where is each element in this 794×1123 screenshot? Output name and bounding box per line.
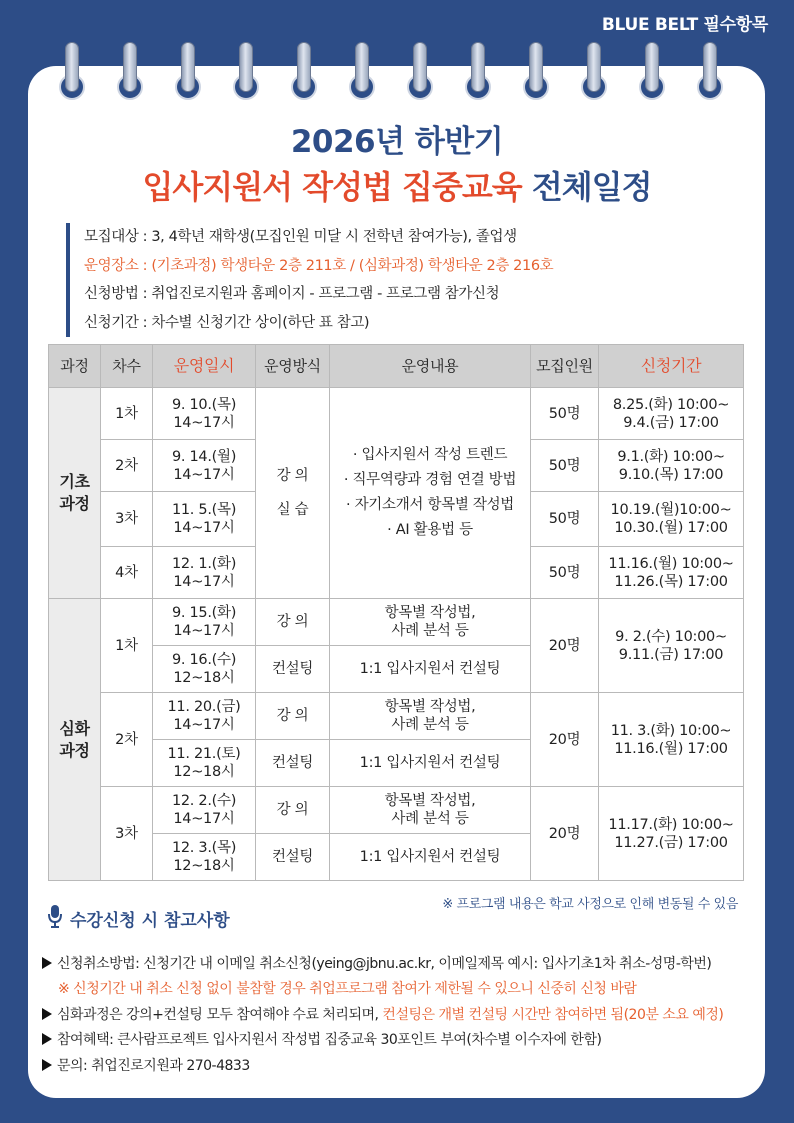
note-advanced-text: 심화과정은 강의+컨설팅 모두 참여해야 수료 처리되며, — [57, 1007, 383, 1023]
binder-ring-icon — [696, 42, 724, 100]
binder-ring-icon — [638, 42, 666, 100]
method-cell: 컨설팅 — [256, 834, 330, 881]
category-advanced — [49, 599, 101, 881]
note-contact — [42, 1055, 250, 1075]
info-target: 모집대상 : 3, 4학년 재학생(모집인원 미달 시 전학년 참여가능), 졸업생 — [84, 229, 517, 245]
note-cancel-text: 신청취소방법: 신청기간 내 이메일 취소신청(yeing@jbnu.ac.kr, 이메일제목 예시: 입사기초1차 취소-성명-학번) — [57, 956, 712, 972]
capacity-cell: 20명 — [531, 787, 599, 881]
datetime-cell: 9. 10.(목) 14~17시 — [153, 388, 256, 440]
binder-ring-icon — [580, 42, 608, 100]
period-cell: 9. 2.(수) 10:00~ 9.11.(금) 17:00 — [599, 599, 744, 693]
header-course: 과정 — [49, 345, 101, 388]
info-period: 신청기간 : 차수별 신청기간 상이(하단 표 참고) — [84, 314, 370, 331]
category-advanced-line1: 심화 — [59, 718, 90, 738]
header-capacity: 모집인원 — [531, 345, 599, 388]
top-note: BLUE BELT 필수항목 — [601, 15, 768, 35]
page-title-main — [0, 162, 794, 208]
method-cell-basic: 강 의 실 습 — [256, 388, 330, 599]
notes-heading — [48, 904, 230, 932]
note-cancel — [42, 953, 711, 973]
binder-ring-icon — [522, 42, 550, 100]
binder-ring-icon — [464, 42, 492, 100]
datetime-cell: 11. 20.(금) 14~17시 — [153, 693, 256, 740]
datetime-cell: 12. 1.(화) 14~17시 — [153, 547, 256, 599]
content-cell-basic: · 입사지원서 작성 트렌드 · 직무역량과 경험 연결 방법 · 자기소개서 항목별 작성법 · AI 활용법 등 — [330, 388, 531, 599]
period-cell: 11.17.(화) 10:00~ 11.27.(금) 17:00 — [599, 787, 744, 881]
info-block — [66, 223, 553, 337]
header-content: 운영내용 — [330, 345, 531, 388]
category-basic-line1: 기초 — [59, 472, 90, 491]
category-basic-line2: 과정 — [59, 494, 90, 513]
triangle-bullet-icon — [42, 957, 52, 969]
round-cell: 1차 — [101, 599, 153, 693]
triangle-bullet-icon — [42, 1059, 52, 1071]
capacity-cell: 50명 — [531, 492, 599, 547]
period-cell: 10.19.(월)10:00~ 10.30.(월) 17:00 — [599, 492, 744, 547]
info-method: 신청방법 : 취업진로지원과 홈페이지 - 프로그램 - 프로그램 참가신청 — [84, 286, 500, 302]
round-cell: 4차 — [101, 547, 153, 599]
period-cell: 11.16.(월) 10:00~ 11.26.(목) 17:00 — [599, 547, 744, 599]
header-apply-period: 신청기간 — [599, 345, 744, 388]
binder-ring-icon — [232, 42, 260, 100]
note-benefit-text: 참여혜택: 큰사람프로젝트 입사지원서 작성법 집중교육 30포인트 부여(차수별 이수자에 한함) — [57, 1032, 602, 1048]
title-red-part: 입사지원서 작성법 집중교육 — [142, 168, 522, 206]
datetime-cell: 11. 5.(목) 14~17시 — [153, 492, 256, 547]
header-datetime: 운영일시 — [153, 345, 256, 388]
binder-ring-icon — [116, 42, 144, 100]
datetime-cell: 9. 15.(화) 14~17시 — [153, 599, 256, 646]
content-cell: 1:1 입사지원서 컨설팅 — [330, 646, 531, 693]
binder-ring-icon — [348, 42, 376, 100]
content-cell: 항목별 작성법, 사례 분석 등 — [330, 599, 531, 646]
binder-ring-icon — [174, 42, 202, 100]
period-cell: 8.25.(화) 10:00~ 9.4.(금) 17:00 — [599, 388, 744, 440]
table-row — [49, 599, 744, 646]
table-row — [49, 693, 744, 740]
triangle-bullet-icon — [42, 1033, 52, 1045]
binder-ring-icon — [58, 42, 86, 100]
table-row — [49, 388, 744, 440]
table-header-row — [49, 345, 744, 388]
period-cell: 9.1.(화) 10:00~ 9.10.(목) 17:00 — [599, 440, 744, 492]
round-cell: 3차 — [101, 787, 153, 881]
datetime-cell: 9. 14.(월) 14~17시 — [153, 440, 256, 492]
table-footnote: ※ 프로그램 내용은 학교 사정으로 인해 변동될 수 있음 — [442, 897, 738, 912]
page-title-year: 2026년 하반기 — [290, 124, 504, 160]
period-cell: 11. 3.(화) 10:00~ 11.16.(월) 17:00 — [599, 693, 744, 787]
method-cell: 컨설팅 — [256, 740, 330, 787]
schedule-table — [48, 344, 744, 881]
category-basic — [49, 388, 101, 599]
capacity-cell: 20명 — [531, 599, 599, 693]
header-method: 운영방식 — [256, 345, 330, 388]
note-contact-text: 문의: 취업진로지원과 270-4833 — [57, 1058, 250, 1074]
round-cell: 2차 — [101, 440, 153, 492]
header-round: 차수 — [101, 345, 153, 388]
content-cell: 1:1 입사지원서 컨설팅 — [330, 740, 531, 787]
notes-heading-text: 수강신청 시 참고사항 — [70, 910, 230, 931]
content-cell: 1:1 입사지원서 컨설팅 — [330, 834, 531, 881]
note-cancel-warning: ※ 신청기간 내 취소 신청 없이 불참할 경우 취업프로그램 참여가 제한될 수 있으니 신중히 신청 바람 — [58, 981, 637, 997]
microphone-icon — [48, 904, 62, 932]
datetime-cell: 12. 3.(목) 12~18시 — [153, 834, 256, 881]
binder-ring-icon — [290, 42, 318, 100]
note-advanced — [42, 1004, 723, 1024]
capacity-cell: 50명 — [531, 388, 599, 440]
method-cell: 강 의 — [256, 787, 330, 834]
title-blue-part: 전체일정 — [531, 168, 652, 206]
table-row — [49, 787, 744, 834]
content-cell: 항목별 작성법, 사례 분석 등 — [330, 787, 531, 834]
binder-ring-icon — [406, 42, 434, 100]
method-cell: 컨설팅 — [256, 646, 330, 693]
capacity-cell: 50명 — [531, 547, 599, 599]
category-advanced-line2: 과정 — [59, 740, 90, 760]
info-place: 운영장소 : (기초과정) 학생타운 2층 211호 / (심화과정) 학생타운 2층 216호 — [84, 257, 554, 274]
content-cell: 항목별 작성법, 사례 분석 등 — [330, 693, 531, 740]
capacity-cell: 50명 — [531, 440, 599, 492]
datetime-cell: 9. 16.(수) 12~18시 — [153, 646, 256, 693]
round-cell: 1차 — [101, 388, 153, 440]
note-advanced-highlight: 컨설팅은 개별 컨설팅 시간만 참여하면 됨(20분 소요 예정) — [382, 1007, 724, 1023]
datetime-cell: 12. 2.(수) 14~17시 — [153, 787, 256, 834]
method-cell: 강 의 — [256, 693, 330, 740]
capacity-cell: 20명 — [531, 693, 599, 787]
method-cell: 강 의 — [256, 599, 330, 646]
triangle-bullet-icon — [42, 1008, 52, 1020]
datetime-cell: 11. 21.(토) 12~18시 — [153, 740, 256, 787]
round-cell: 3차 — [101, 492, 153, 547]
round-cell: 2차 — [101, 693, 153, 787]
note-benefit — [42, 1029, 601, 1049]
